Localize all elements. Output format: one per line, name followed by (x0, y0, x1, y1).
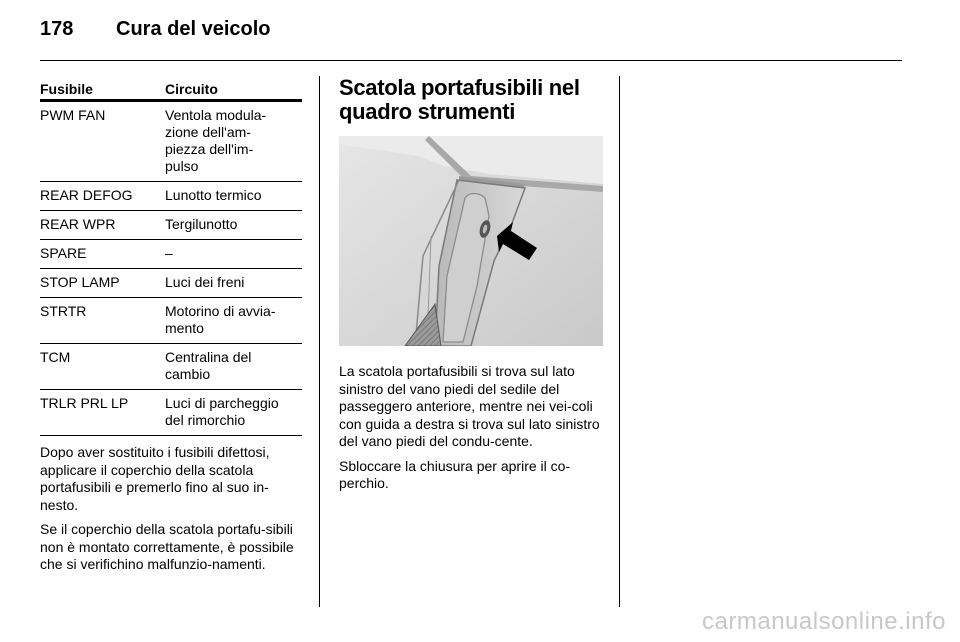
column-divider (619, 76, 620, 607)
fuse-name: STOP LAMP (40, 274, 120, 290)
fuse-name: TRLR PRL LP (40, 395, 129, 411)
fuse-circuit: Luci dei freni (165, 274, 245, 290)
fuse-table-row (40, 269, 302, 298)
col-header-circuit: Circuito (165, 81, 218, 97)
fuse-table-row (40, 102, 302, 182)
fuse-table-row (40, 344, 302, 390)
fuse-circuit: Lunotto termico (165, 187, 262, 203)
paragraph-unlock: Sbloccare la chiusura per aprire il co-perchio. (339, 457, 571, 491)
fuse-circuit: – (165, 245, 173, 261)
fuse-circuit: Motorino di avvia- mento (165, 303, 276, 336)
fuse-table-body (40, 102, 302, 436)
fuse-circuit: Tergilunotto (165, 216, 238, 232)
fuse-circuit: Centralina del cambio (165, 349, 252, 382)
fuse-table-row (40, 298, 302, 344)
fuse-table-row (40, 390, 302, 436)
paragraph-cover-warning: Se il coperchio della scatola portafu-sibili non è montato correttamente, è possibile che si verifichino malfunzio-namenti. (40, 521, 294, 572)
watermark: carmanualsonline.info (702, 608, 946, 635)
fuse-name: TCM (40, 349, 71, 365)
section-title: Scatola portafusibili nel quadro strumenti (339, 75, 580, 124)
fuse-box-photo (339, 136, 603, 346)
fuse-table-header (40, 76, 302, 102)
fuse-name: PWM FAN (40, 107, 106, 123)
fuse-name: REAR DEFOG (40, 187, 133, 203)
left-column (40, 76, 302, 574)
fuse-table-row (40, 211, 302, 240)
paragraph-location: La scatola portafusibili si trova sul lato sinistro del vano piedi del sedile del passeggero anteriore, mentre nei vei-coli con guida a destra si trova sul lato sinistro del vano piedi del condu-cente. (339, 363, 600, 449)
middle-column (339, 76, 603, 493)
col-header-fuse: Fusibile (40, 81, 93, 97)
fuse-name: STRTR (40, 303, 87, 319)
fuse-circuit: Ventola modula- zione dell'am- piezza dell'im- pulso (165, 107, 267, 174)
header-rule (40, 60, 902, 61)
fuse-name: REAR WPR (40, 216, 116, 232)
page-header (40, 18, 271, 41)
fuse-table-row (40, 182, 302, 211)
page-title: Cura del veicolo (116, 18, 271, 40)
page-number: 178 (40, 18, 74, 40)
fuse-table-row (40, 240, 302, 269)
column-divider (319, 76, 320, 607)
paragraph-cover-refit: Dopo aver sostituito i fusibili difettosi, applicare il coperchio della scatola portafusibili e premerlo fino al suo in-nesto. (40, 444, 270, 513)
fuse-circuit: Luci di parcheggio del rimorchio (165, 395, 279, 428)
fuse-name: SPARE (40, 245, 87, 261)
